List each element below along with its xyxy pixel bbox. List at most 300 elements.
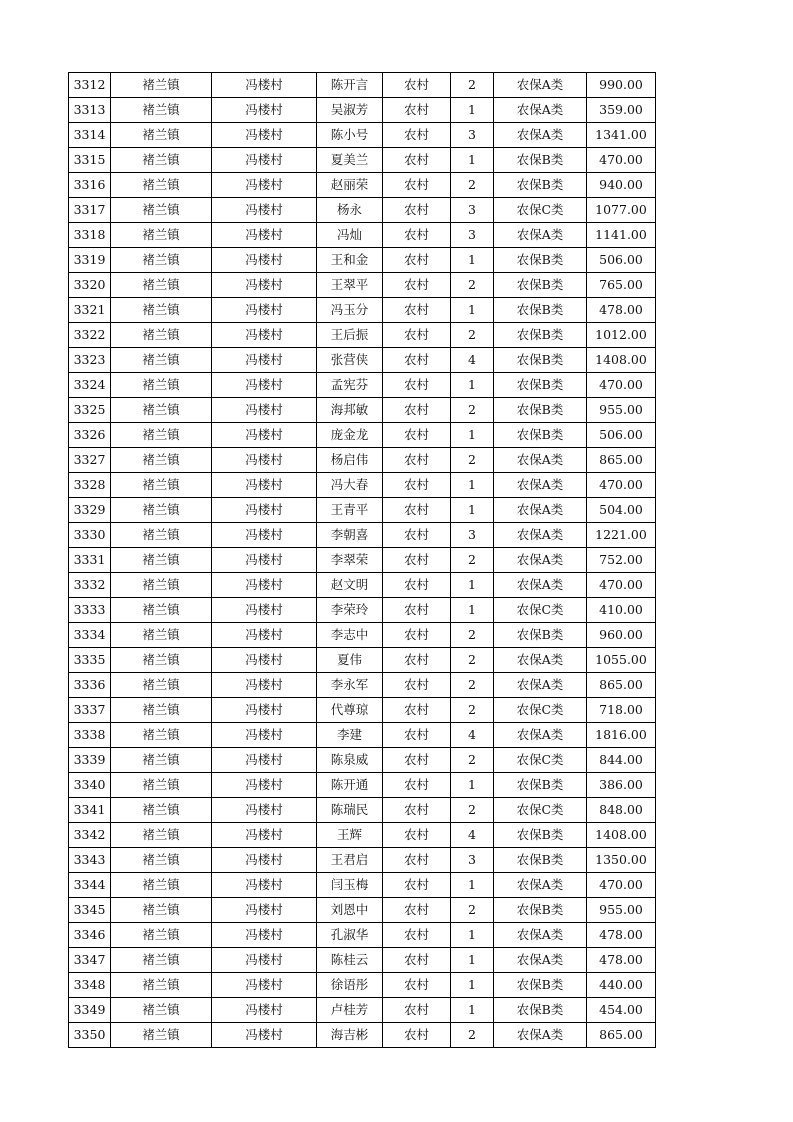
person-name-cell: 庞金龙: [317, 423, 383, 448]
family-size-cell: 1: [451, 973, 494, 998]
village-cell: 冯楼村: [212, 673, 317, 698]
record-number-cell: 3335: [69, 648, 111, 673]
person-name-cell: 陈泉威: [317, 748, 383, 773]
amount-cell: 1012.00: [587, 323, 656, 348]
amount-cell: 478.00: [587, 948, 656, 973]
insurance-category-cell: 农保B类: [494, 273, 587, 298]
amount-cell: 1816.00: [587, 723, 656, 748]
amount-cell: 955.00: [587, 398, 656, 423]
family-size-cell: 2: [451, 748, 494, 773]
town-cell: 褚兰镇: [111, 448, 212, 473]
insurance-category-cell: 农保A类: [494, 123, 587, 148]
village-cell: 冯楼村: [212, 398, 317, 423]
amount-cell: 410.00: [587, 598, 656, 623]
town-cell: 褚兰镇: [111, 223, 212, 248]
person-name-cell: 海邦敏: [317, 398, 383, 423]
insurance-category-cell: 农保C类: [494, 598, 587, 623]
record-number-cell: 3339: [69, 748, 111, 773]
insurance-category-cell: 农保A类: [494, 873, 587, 898]
family-size-cell: 3: [451, 848, 494, 873]
village-cell: 冯楼村: [212, 148, 317, 173]
amount-cell: 470.00: [587, 873, 656, 898]
village-cell: 冯楼村: [212, 198, 317, 223]
town-cell: 褚兰镇: [111, 848, 212, 873]
town-cell: 褚兰镇: [111, 198, 212, 223]
village-cell: 冯楼村: [212, 923, 317, 948]
household-type-cell: 农村: [383, 648, 451, 673]
amount-cell: 470.00: [587, 473, 656, 498]
table-row: [69, 623, 656, 648]
insurance-category-cell: 农保A类: [494, 673, 587, 698]
insurance-category-cell: 农保A类: [494, 448, 587, 473]
table-row: [69, 98, 656, 123]
insurance-category-cell: 农保B类: [494, 398, 587, 423]
record-number-cell: 3333: [69, 598, 111, 623]
family-size-cell: 3: [451, 198, 494, 223]
household-type-cell: 农村: [383, 973, 451, 998]
table-row: [69, 698, 656, 723]
town-cell: 褚兰镇: [111, 673, 212, 698]
amount-cell: 955.00: [587, 898, 656, 923]
village-cell: 冯楼村: [212, 98, 317, 123]
amount-cell: 1055.00: [587, 648, 656, 673]
table-row: [69, 598, 656, 623]
insurance-category-cell: 农保C类: [494, 198, 587, 223]
amount-cell: 506.00: [587, 248, 656, 273]
village-cell: 冯楼村: [212, 623, 317, 648]
table-row: [69, 773, 656, 798]
family-size-cell: 1: [451, 298, 494, 323]
person-name-cell: 夏美兰: [317, 148, 383, 173]
insurance-category-cell: 农保B类: [494, 973, 587, 998]
person-name-cell: 陈开言: [317, 73, 383, 98]
village-cell: 冯楼村: [212, 823, 317, 848]
town-cell: 褚兰镇: [111, 173, 212, 198]
insurance-category-cell: 农保A类: [494, 473, 587, 498]
town-cell: 褚兰镇: [111, 98, 212, 123]
household-type-cell: 农村: [383, 273, 451, 298]
table-row: [69, 723, 656, 748]
village-cell: 冯楼村: [212, 873, 317, 898]
table-row: [69, 873, 656, 898]
person-name-cell: 卢桂芳: [317, 998, 383, 1023]
person-name-cell: 刘恩中: [317, 898, 383, 923]
village-cell: 冯楼村: [212, 223, 317, 248]
family-size-cell: 2: [451, 173, 494, 198]
village-cell: 冯楼村: [212, 123, 317, 148]
household-type-cell: 农村: [383, 998, 451, 1023]
household-type-cell: 农村: [383, 773, 451, 798]
village-cell: 冯楼村: [212, 1023, 317, 1048]
person-name-cell: 代尊琼: [317, 698, 383, 723]
family-size-cell: 2: [451, 698, 494, 723]
person-name-cell: 王和金: [317, 248, 383, 273]
person-name-cell: 王翠平: [317, 273, 383, 298]
table-row: [69, 398, 656, 423]
village-cell: 冯楼村: [212, 498, 317, 523]
amount-cell: 1077.00: [587, 198, 656, 223]
amount-cell: 940.00: [587, 173, 656, 198]
village-cell: 冯楼村: [212, 248, 317, 273]
town-cell: 褚兰镇: [111, 548, 212, 573]
household-type-cell: 农村: [383, 923, 451, 948]
family-size-cell: 1: [451, 873, 494, 898]
table-row: [69, 173, 656, 198]
family-size-cell: 2: [451, 73, 494, 98]
person-name-cell: 陈桂云: [317, 948, 383, 973]
town-cell: 褚兰镇: [111, 748, 212, 773]
table-row: [69, 548, 656, 573]
amount-cell: 386.00: [587, 773, 656, 798]
family-size-cell: 4: [451, 348, 494, 373]
record-number-cell: 3340: [69, 773, 111, 798]
family-size-cell: 2: [451, 548, 494, 573]
person-name-cell: 冯大春: [317, 473, 383, 498]
town-cell: 褚兰镇: [111, 248, 212, 273]
record-number-cell: 3341: [69, 798, 111, 823]
amount-cell: 865.00: [587, 448, 656, 473]
household-type-cell: 农村: [383, 348, 451, 373]
family-size-cell: 1: [451, 473, 494, 498]
person-name-cell: 王辉: [317, 823, 383, 848]
town-cell: 褚兰镇: [111, 1023, 212, 1048]
household-type-cell: 农村: [383, 423, 451, 448]
person-name-cell: 陈小号: [317, 123, 383, 148]
insurance-category-cell: 农保B类: [494, 298, 587, 323]
insurance-category-cell: 农保A类: [494, 648, 587, 673]
family-size-cell: 2: [451, 448, 494, 473]
family-size-cell: 1: [451, 773, 494, 798]
insurance-category-cell: 农保A类: [494, 498, 587, 523]
record-number-cell: 3317: [69, 198, 111, 223]
person-name-cell: 孟宪芬: [317, 373, 383, 398]
family-size-cell: 1: [451, 248, 494, 273]
record-number-cell: 3337: [69, 698, 111, 723]
family-size-cell: 1: [451, 498, 494, 523]
family-size-cell: 2: [451, 273, 494, 298]
village-cell: 冯楼村: [212, 948, 317, 973]
person-name-cell: 赵文明: [317, 573, 383, 598]
record-number-cell: 3320: [69, 273, 111, 298]
person-name-cell: 徐语彤: [317, 973, 383, 998]
insurance-category-cell: 农保B类: [494, 998, 587, 1023]
amount-cell: 440.00: [587, 973, 656, 998]
amount-cell: 1408.00: [587, 348, 656, 373]
household-type-cell: 农村: [383, 223, 451, 248]
insurance-category-cell: 农保A类: [494, 523, 587, 548]
village-cell: 冯楼村: [212, 773, 317, 798]
town-cell: 褚兰镇: [111, 723, 212, 748]
household-type-cell: 农村: [383, 548, 451, 573]
insurance-category-cell: 农保B类: [494, 848, 587, 873]
table-row: [69, 848, 656, 873]
village-cell: 冯楼村: [212, 523, 317, 548]
village-cell: 冯楼村: [212, 573, 317, 598]
insurance-category-cell: 农保C类: [494, 798, 587, 823]
table-row: [69, 523, 656, 548]
person-name-cell: 冯灿: [317, 223, 383, 248]
town-cell: 褚兰镇: [111, 573, 212, 598]
household-type-cell: 农村: [383, 98, 451, 123]
record-number-cell: 3328: [69, 473, 111, 498]
amount-cell: 470.00: [587, 148, 656, 173]
town-cell: 褚兰镇: [111, 373, 212, 398]
table-body: [69, 73, 656, 1048]
table-row: [69, 898, 656, 923]
family-size-cell: 2: [451, 673, 494, 698]
table-row: [69, 948, 656, 973]
insurance-category-cell: 农保B类: [494, 248, 587, 273]
insurance-category-cell: 农保B类: [494, 323, 587, 348]
family-size-cell: 1: [451, 573, 494, 598]
table-row: [69, 123, 656, 148]
village-cell: 冯楼村: [212, 273, 317, 298]
household-type-cell: 农村: [383, 623, 451, 648]
person-name-cell: 王后振: [317, 323, 383, 348]
family-size-cell: 1: [451, 373, 494, 398]
table-row: [69, 223, 656, 248]
household-type-cell: 农村: [383, 798, 451, 823]
insurance-category-cell: 农保B类: [494, 373, 587, 398]
town-cell: 褚兰镇: [111, 698, 212, 723]
benefit-table: [68, 72, 656, 1048]
record-number-cell: 3326: [69, 423, 111, 448]
amount-cell: 718.00: [587, 698, 656, 723]
table-row: [69, 273, 656, 298]
family-size-cell: 2: [451, 648, 494, 673]
record-number-cell: 3314: [69, 123, 111, 148]
insurance-category-cell: 农保B类: [494, 423, 587, 448]
amount-cell: 454.00: [587, 998, 656, 1023]
table-row: [69, 573, 656, 598]
family-size-cell: 2: [451, 623, 494, 648]
amount-cell: 1341.00: [587, 123, 656, 148]
amount-cell: 359.00: [587, 98, 656, 123]
table-row: [69, 373, 656, 398]
person-name-cell: 陈开通: [317, 773, 383, 798]
family-size-cell: 1: [451, 923, 494, 948]
person-name-cell: 李建: [317, 723, 383, 748]
table-row: [69, 823, 656, 848]
amount-cell: 1221.00: [587, 523, 656, 548]
family-size-cell: 4: [451, 723, 494, 748]
person-name-cell: 杨永: [317, 198, 383, 223]
person-name-cell: 孔淑华: [317, 923, 383, 948]
insurance-category-cell: 农保B类: [494, 898, 587, 923]
insurance-category-cell: 农保B类: [494, 623, 587, 648]
village-cell: 冯楼村: [212, 848, 317, 873]
household-type-cell: 农村: [383, 498, 451, 523]
record-number-cell: 3327: [69, 448, 111, 473]
village-cell: 冯楼村: [212, 698, 317, 723]
town-cell: 褚兰镇: [111, 798, 212, 823]
record-number-cell: 3313: [69, 98, 111, 123]
household-type-cell: 农村: [383, 448, 451, 473]
record-number-cell: 3319: [69, 248, 111, 273]
village-cell: 冯楼村: [212, 998, 317, 1023]
village-cell: 冯楼村: [212, 798, 317, 823]
record-number-cell: 3321: [69, 298, 111, 323]
village-cell: 冯楼村: [212, 373, 317, 398]
person-name-cell: 吴淑芳: [317, 98, 383, 123]
town-cell: 褚兰镇: [111, 823, 212, 848]
amount-cell: 865.00: [587, 1023, 656, 1048]
amount-cell: 1408.00: [587, 823, 656, 848]
record-number-cell: 3348: [69, 973, 111, 998]
town-cell: 褚兰镇: [111, 898, 212, 923]
village-cell: 冯楼村: [212, 348, 317, 373]
town-cell: 褚兰镇: [111, 473, 212, 498]
table-row: [69, 148, 656, 173]
record-number-cell: 3325: [69, 398, 111, 423]
village-cell: 冯楼村: [212, 423, 317, 448]
insurance-category-cell: 农保B类: [494, 148, 587, 173]
household-type-cell: 农村: [383, 123, 451, 148]
insurance-category-cell: 农保C类: [494, 698, 587, 723]
household-type-cell: 农村: [383, 723, 451, 748]
household-type-cell: 农村: [383, 598, 451, 623]
town-cell: 褚兰镇: [111, 498, 212, 523]
household-type-cell: 农村: [383, 748, 451, 773]
record-number-cell: 3349: [69, 998, 111, 1023]
person-name-cell: 李荣玲: [317, 598, 383, 623]
record-number-cell: 3312: [69, 73, 111, 98]
amount-cell: 470.00: [587, 373, 656, 398]
person-name-cell: 王君启: [317, 848, 383, 873]
village-cell: 冯楼村: [212, 648, 317, 673]
table-row: [69, 648, 656, 673]
household-type-cell: 农村: [383, 1023, 451, 1048]
family-size-cell: 2: [451, 323, 494, 348]
record-number-cell: 3315: [69, 148, 111, 173]
village-cell: 冯楼村: [212, 598, 317, 623]
table-row: [69, 748, 656, 773]
amount-cell: 478.00: [587, 923, 656, 948]
record-number-cell: 3338: [69, 723, 111, 748]
household-type-cell: 农村: [383, 73, 451, 98]
record-number-cell: 3322: [69, 323, 111, 348]
table-row: [69, 248, 656, 273]
insurance-category-cell: 农保A类: [494, 948, 587, 973]
town-cell: 褚兰镇: [111, 423, 212, 448]
village-cell: 冯楼村: [212, 723, 317, 748]
town-cell: 褚兰镇: [111, 648, 212, 673]
town-cell: 褚兰镇: [111, 623, 212, 648]
record-number-cell: 3342: [69, 823, 111, 848]
record-number-cell: 3343: [69, 848, 111, 873]
table-row: [69, 923, 656, 948]
person-name-cell: 杨启伟: [317, 448, 383, 473]
household-type-cell: 农村: [383, 248, 451, 273]
household-type-cell: 农村: [383, 398, 451, 423]
person-name-cell: 赵丽荣: [317, 173, 383, 198]
town-cell: 褚兰镇: [111, 973, 212, 998]
table-row: [69, 73, 656, 98]
town-cell: 褚兰镇: [111, 773, 212, 798]
amount-cell: 990.00: [587, 73, 656, 98]
amount-cell: 478.00: [587, 298, 656, 323]
household-type-cell: 农村: [383, 873, 451, 898]
town-cell: 褚兰镇: [111, 273, 212, 298]
person-name-cell: 李志中: [317, 623, 383, 648]
amount-cell: 1350.00: [587, 848, 656, 873]
table-row: [69, 423, 656, 448]
family-size-cell: 1: [451, 598, 494, 623]
village-cell: 冯楼村: [212, 473, 317, 498]
household-type-cell: 农村: [383, 698, 451, 723]
person-name-cell: 闫玉梅: [317, 873, 383, 898]
town-cell: 褚兰镇: [111, 73, 212, 98]
town-cell: 褚兰镇: [111, 123, 212, 148]
record-number-cell: 3336: [69, 673, 111, 698]
insurance-category-cell: 农保C类: [494, 748, 587, 773]
village-cell: 冯楼村: [212, 73, 317, 98]
person-name-cell: 冯玉分: [317, 298, 383, 323]
household-type-cell: 农村: [383, 523, 451, 548]
table-row: [69, 298, 656, 323]
person-name-cell: 王青平: [317, 498, 383, 523]
household-type-cell: 农村: [383, 673, 451, 698]
town-cell: 褚兰镇: [111, 873, 212, 898]
record-number-cell: 3318: [69, 223, 111, 248]
family-size-cell: 2: [451, 898, 494, 923]
town-cell: 褚兰镇: [111, 598, 212, 623]
table-row: [69, 498, 656, 523]
table-row: [69, 798, 656, 823]
table-row: [69, 973, 656, 998]
amount-cell: 506.00: [587, 423, 656, 448]
town-cell: 褚兰镇: [111, 323, 212, 348]
amount-cell: 844.00: [587, 748, 656, 773]
insurance-category-cell: 农保A类: [494, 573, 587, 598]
family-size-cell: 3: [451, 223, 494, 248]
village-cell: 冯楼村: [212, 298, 317, 323]
household-type-cell: 农村: [383, 198, 451, 223]
town-cell: 褚兰镇: [111, 923, 212, 948]
town-cell: 褚兰镇: [111, 398, 212, 423]
household-type-cell: 农村: [383, 298, 451, 323]
record-number-cell: 3332: [69, 573, 111, 598]
record-number-cell: 3324: [69, 373, 111, 398]
household-type-cell: 农村: [383, 948, 451, 973]
family-size-cell: 2: [451, 1023, 494, 1048]
insurance-category-cell: 农保A类: [494, 98, 587, 123]
table-row: [69, 998, 656, 1023]
record-number-cell: 3334: [69, 623, 111, 648]
insurance-category-cell: 农保A类: [494, 1023, 587, 1048]
town-cell: 褚兰镇: [111, 998, 212, 1023]
record-number-cell: 3331: [69, 548, 111, 573]
household-type-cell: 农村: [383, 848, 451, 873]
family-size-cell: 2: [451, 798, 494, 823]
record-number-cell: 3316: [69, 173, 111, 198]
family-size-cell: 3: [451, 123, 494, 148]
village-cell: 冯楼村: [212, 173, 317, 198]
record-number-cell: 3345: [69, 898, 111, 923]
amount-cell: 848.00: [587, 798, 656, 823]
record-number-cell: 3329: [69, 498, 111, 523]
family-size-cell: 1: [451, 998, 494, 1023]
person-name-cell: 李朝喜: [317, 523, 383, 548]
amount-cell: 960.00: [587, 623, 656, 648]
person-name-cell: 张营侠: [317, 348, 383, 373]
amount-cell: 504.00: [587, 498, 656, 523]
table-row: [69, 473, 656, 498]
insurance-category-cell: 农保B类: [494, 823, 587, 848]
person-name-cell: 海吉彬: [317, 1023, 383, 1048]
insurance-category-cell: 农保A类: [494, 223, 587, 248]
amount-cell: 470.00: [587, 573, 656, 598]
